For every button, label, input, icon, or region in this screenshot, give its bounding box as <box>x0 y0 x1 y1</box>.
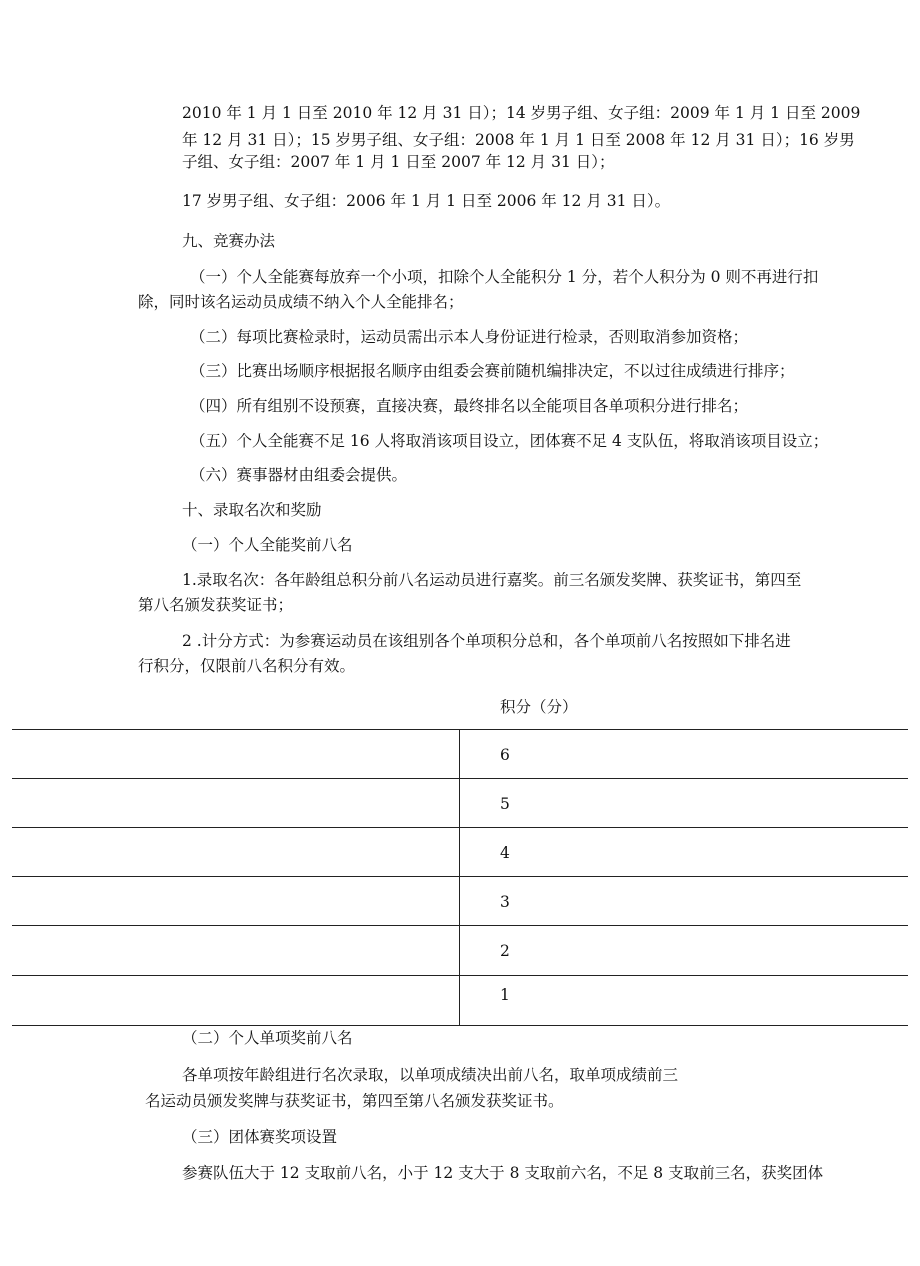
table-row <box>12 876 908 926</box>
section10-p1-line1: 1.录取名次：各年龄组总积分前八名运动员进行嘉奖。前三名颁发奖牌、获奖证书，第四至 <box>182 571 802 589</box>
section10-sub3: （三）团体赛奖项设置 <box>182 1128 338 1146</box>
table-row <box>12 778 908 828</box>
section9-item2: （二）每项比赛检录时，运动员需出示本人身份证进行检录，否则取消参加资格； <box>190 328 749 346</box>
score-cell: 3 <box>500 893 510 911</box>
section10-p1-line2: 第八名颁发获奖证书； <box>138 596 294 614</box>
table-header: 积分（分） <box>500 698 578 716</box>
birth-line-3: 子组、女子组：2007 年 1 月 1 日至 2007 年 12 月 31 日）； <box>182 153 615 171</box>
section10-p4: 参赛队伍大于 12 支取前八名，小于 12 支大于 8 支取前六名，不足 8 支取前三名，获奖团体 <box>182 1164 824 1182</box>
section10-sub1: （一）个人全能奖前八名 <box>182 536 353 554</box>
table-column-divider <box>459 729 460 1026</box>
table-row <box>12 975 908 1025</box>
table-bottom-rule <box>12 1025 908 1026</box>
section9-item1-line1: （一）个人全能赛每放弃一个小项，扣除个人全能积分 1 分，若个人积分为 0 则不再进行扣 <box>190 268 819 286</box>
score-cell: 2 <box>500 942 510 960</box>
birth-line-1: 2010 年 1 月 1 日至 2010 年 12 月 31 日）；14 岁男子组、女子组：2009 年 1 月 1 日至 2009 <box>182 104 861 122</box>
section10-heading: 十、录取名次和奖励 <box>182 501 322 519</box>
table-row <box>12 827 908 877</box>
score-cell: 1 <box>500 986 510 1004</box>
section9-item4: （四）所有组别不设预赛，直接决赛，最终排名以全能项目各单项积分进行排名； <box>190 397 749 415</box>
score-cell: 4 <box>500 844 510 862</box>
birth-line-2: 年 12 月 31 日）；15 岁男子组、女子组：2008 年 1 月 1 日至 2008 年 12 月 31 日）；16 岁男 <box>182 131 855 149</box>
section10-p3-line2: 名运动员颁发奖牌与获奖证书，第四至第八名颁发获奖证书。 <box>145 1092 564 1110</box>
section9-item1-line2: 除，同时该名运动员成绩不纳入个人全能排名； <box>138 293 464 311</box>
section10-p2-line1: 2 .计分方式：为参赛运动员在该组别各个单项积分总和，各个单项前八名按照如下排名进 <box>182 632 791 650</box>
section10-sub2: （二）个人单项奖前八名 <box>182 1029 353 1047</box>
table-row <box>12 925 908 975</box>
score-cell: 5 <box>500 795 510 813</box>
section9-item3: （三）比赛出场顺序根据报名顺序由组委会赛前随机编排决定，不以过往成绩进行排序； <box>190 362 795 380</box>
section10-p2-line2: 行积分，仅限前八名积分有效。 <box>138 657 356 675</box>
section9-heading: 九、竞赛办法 <box>182 232 276 250</box>
birth-line-4: 17 岁男子组、女子组：2006 年 1 月 1 日至 2006 年 12 月 31 日）。 <box>182 192 671 210</box>
section9-item6: （六）赛事器材由组委会提供。 <box>190 466 408 484</box>
table-row <box>12 729 908 779</box>
section10-p3-line1: 各单项按年龄组进行名次录取，以单项成绩决出前八名，取单项成绩前三 <box>182 1066 679 1084</box>
section9-item5: （五）个人全能赛不足 16 人将取消该项目设立，团体赛不足 4 支队伍，将取消该项目设立； <box>190 432 829 450</box>
score-cell: 6 <box>500 746 510 764</box>
